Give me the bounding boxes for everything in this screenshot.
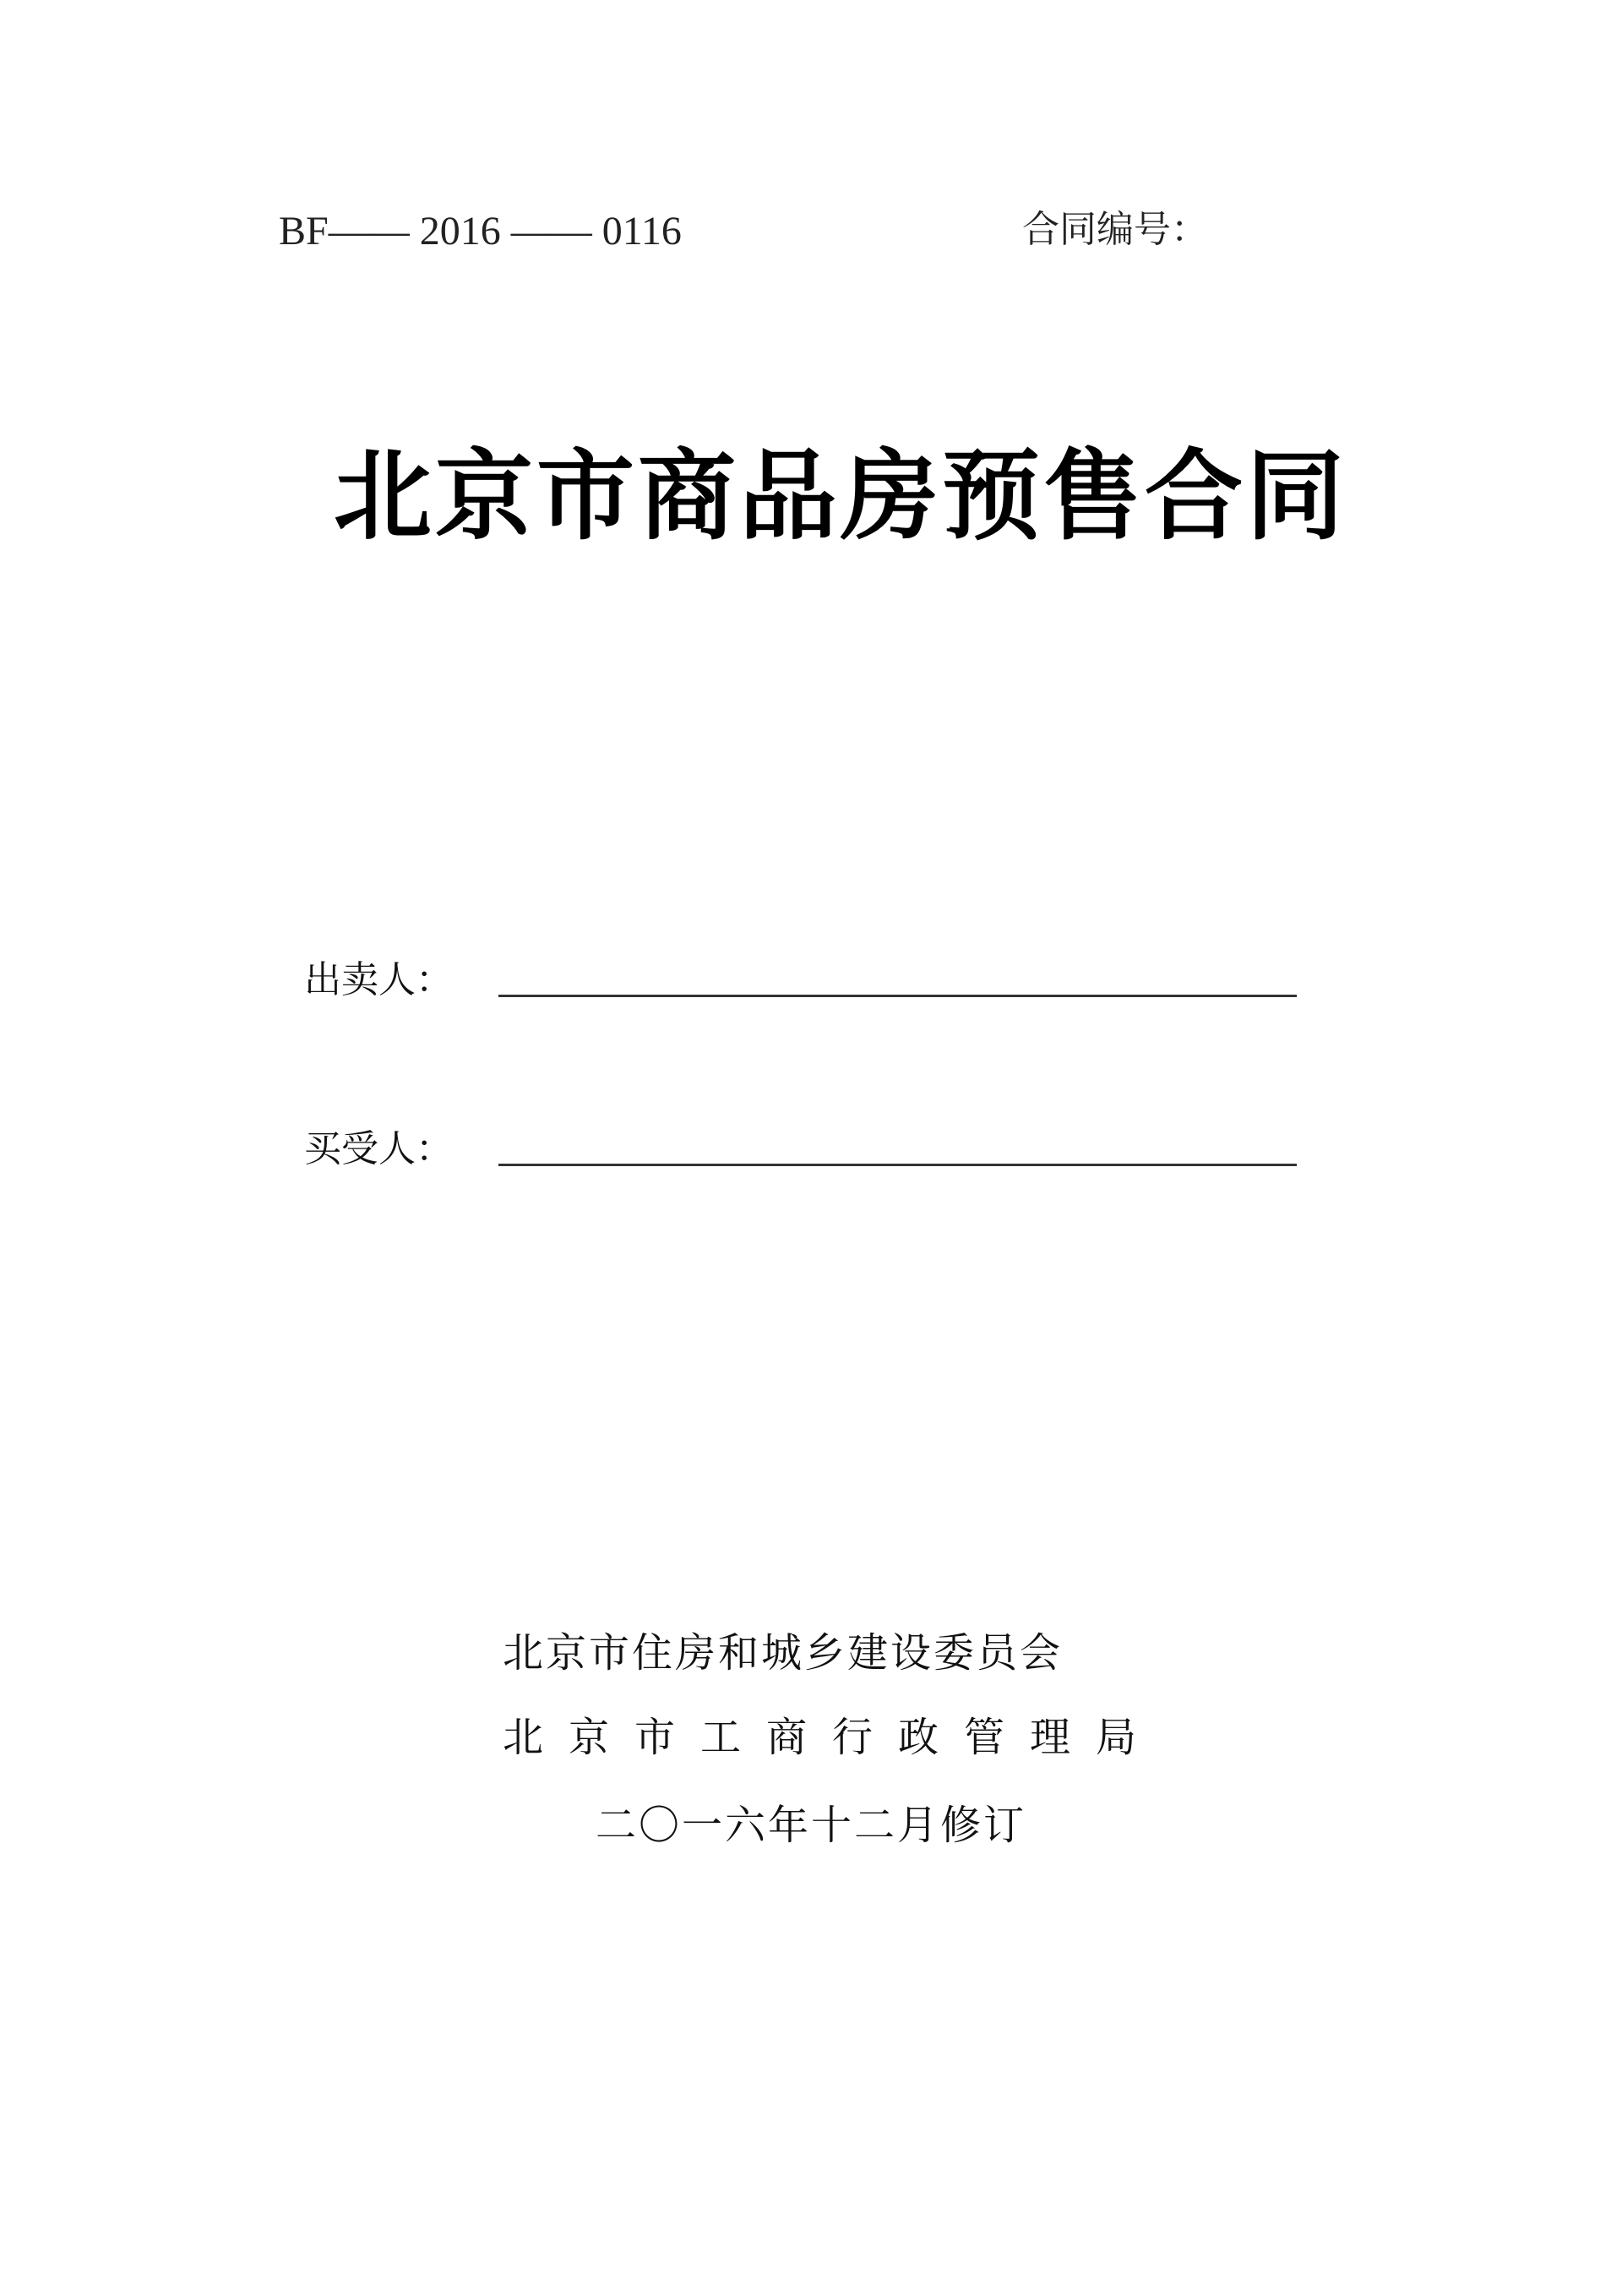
seller-row — [304, 958, 1297, 1001]
seller-blank-line — [498, 995, 1297, 997]
buyer-row — [304, 1127, 1297, 1170]
buyer-label: 买受人： — [304, 1127, 453, 1170]
revision-date: 二〇一六年十二月修订 — [596, 1802, 1027, 1849]
issuer-housing-commission: 北京市住房和城乡建设委员会 — [503, 1629, 1064, 1677]
issuer-commerce-bureau: 北京市工商行政管理局 — [503, 1714, 1162, 1761]
form-code: BF—— 2016 —— 0116 — [279, 209, 682, 254]
buyer-blank-line — [498, 1164, 1297, 1166]
seller-label: 出卖人： — [304, 958, 453, 1001]
document-title: 北京市商品房预售合同 — [334, 439, 1347, 554]
contract-number-label: 合同编号： — [1022, 208, 1208, 251]
